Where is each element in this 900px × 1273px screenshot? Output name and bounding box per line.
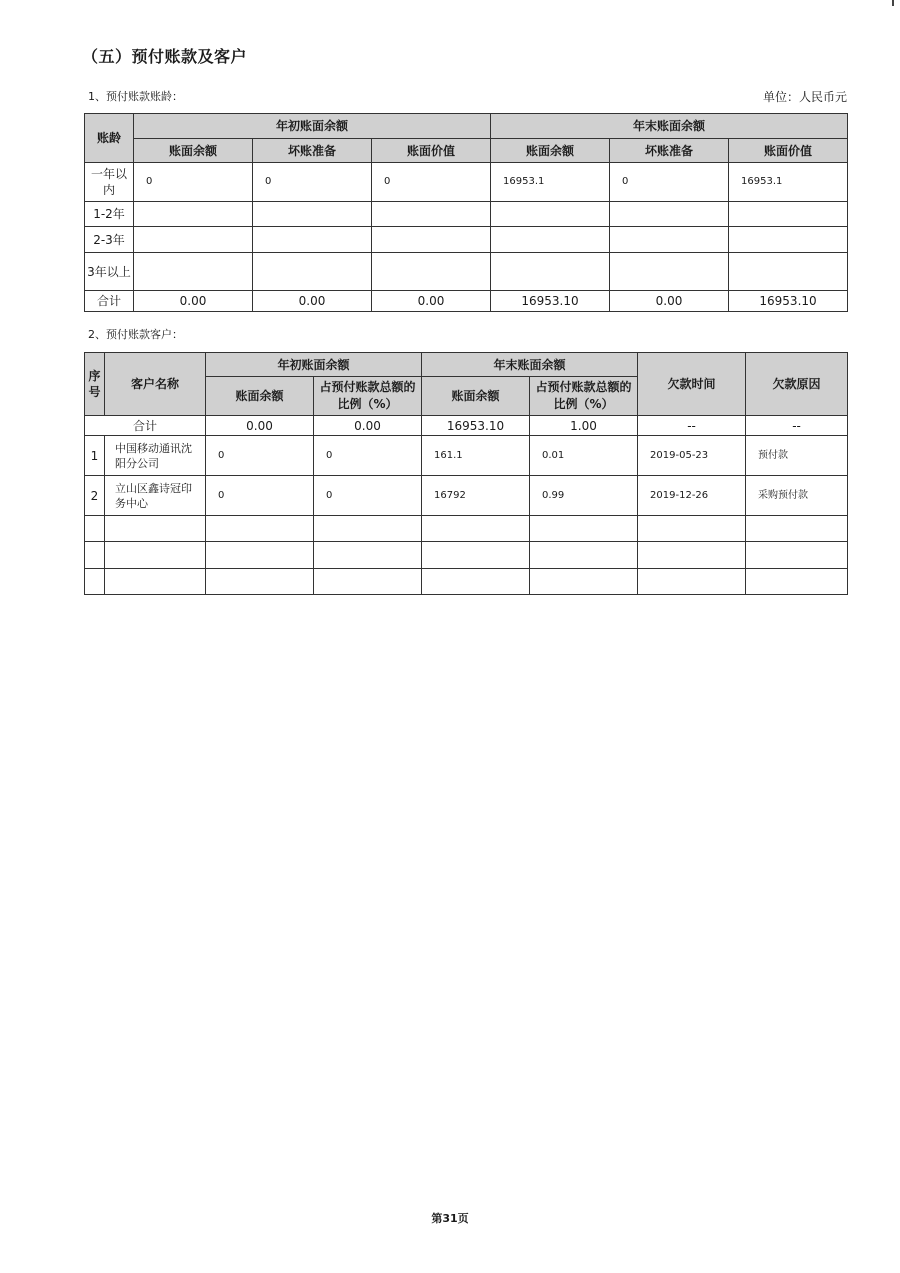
cell (746, 516, 848, 542)
header-beginning-balance: 年初账面余额 (206, 353, 422, 377)
cell (638, 516, 746, 542)
total-cell: 16953.10 (422, 416, 530, 436)
cell (729, 227, 848, 253)
cell: 0 (314, 476, 422, 516)
seq-cell (85, 569, 105, 595)
cell: 16953.1 (729, 163, 848, 202)
cell (206, 542, 314, 569)
table-row (85, 569, 848, 595)
cell (729, 253, 848, 291)
subheader-book-balance: 账面余额 (134, 139, 253, 163)
header-customer-name: 客户名称 (105, 353, 206, 416)
cell (746, 542, 848, 569)
seq-cell: 1 (85, 436, 105, 476)
customer-name (105, 516, 206, 542)
total-cell: 0.00 (206, 416, 314, 436)
total-cell: 0.00 (134, 291, 253, 312)
total-row (85, 416, 848, 436)
currency-unit: 单位：人民币元 (762, 90, 847, 104)
customer-name (105, 542, 206, 569)
table-row (85, 227, 848, 253)
cell: 采购预付款 (746, 476, 848, 516)
cell (746, 569, 848, 595)
aging-label: 一年以内 (85, 163, 134, 202)
customer-table-caption: 2、预付账款客户： (88, 328, 183, 341)
cell: 0 (372, 163, 491, 202)
subheader-book-balance: 账面余额 (422, 377, 530, 416)
cell: 0 (253, 163, 372, 202)
aging-label: 2-3年 (85, 227, 134, 253)
cell: 0 (206, 436, 314, 476)
cell: 0.99 (530, 476, 638, 516)
cell (134, 227, 253, 253)
seq-cell: 2 (85, 476, 105, 516)
header-beginning-balance: 年初账面余额 (134, 114, 491, 139)
cell: 16792 (422, 476, 530, 516)
cell: 预付款 (746, 436, 848, 476)
cell: 16953.1 (491, 163, 610, 202)
cell (638, 569, 746, 595)
subheader-bad-debt: 坏账准备 (610, 139, 729, 163)
total-cell: 0.00 (314, 416, 422, 436)
cell (729, 202, 848, 227)
table-row (85, 542, 848, 569)
total-cell: 0.00 (372, 291, 491, 312)
table-row (85, 202, 848, 227)
cell (530, 542, 638, 569)
section-title: （五）预付账款及客户 (82, 47, 248, 66)
cell (491, 253, 610, 291)
cell: 0 (134, 163, 253, 202)
total-cell: 0.00 (253, 291, 372, 312)
cell (206, 569, 314, 595)
cell (422, 516, 530, 542)
aging-label: 1-2年 (85, 202, 134, 227)
cell (422, 569, 530, 595)
cell (610, 253, 729, 291)
header-ending-balance: 年末账面余额 (422, 353, 638, 377)
subheader-book-balance: 账面余额 (206, 377, 314, 416)
cell (253, 202, 372, 227)
cell (372, 227, 491, 253)
total-cell: 16953.10 (729, 291, 848, 312)
cell (491, 202, 610, 227)
cell: 161.1 (422, 436, 530, 476)
subheader-bad-debt: 坏账准备 (253, 139, 372, 163)
cell (491, 227, 610, 253)
customer-table (84, 352, 848, 595)
cell (610, 202, 729, 227)
cell (314, 542, 422, 569)
cell (530, 569, 638, 595)
total-cell: 16953.10 (491, 291, 610, 312)
cell (372, 202, 491, 227)
cell (314, 516, 422, 542)
table-row (85, 476, 848, 516)
header-arrears-reason: 欠款原因 (746, 353, 848, 416)
cell: 0 (314, 436, 422, 476)
subheader-book-balance: 账面余额 (491, 139, 610, 163)
subheader-ratio: 占预付账款总额的比例（%） (314, 377, 422, 416)
table-row (85, 253, 848, 291)
total-cell: 0.00 (610, 291, 729, 312)
table-row (85, 163, 848, 202)
header-ending-balance: 年末账面余额 (491, 114, 848, 139)
seq-cell (85, 542, 105, 569)
aging-label: 3年以上 (85, 253, 134, 291)
cell: 2019-12-26 (638, 476, 746, 516)
cell (134, 202, 253, 227)
page-number: 第31页 (431, 1212, 469, 1225)
cell (422, 542, 530, 569)
cell: 0.01 (530, 436, 638, 476)
total-row (85, 291, 848, 312)
table-row (85, 436, 848, 476)
cell (206, 516, 314, 542)
customer-name: 立山区鑫诗冠印务中心 (105, 476, 206, 516)
scan-edge-mark (892, 0, 894, 6)
subheader-book-value: 账面价值 (372, 139, 491, 163)
cell: 2019-05-23 (638, 436, 746, 476)
cell (253, 253, 372, 291)
subheader-ratio: 占预付账款总额的比例（%） (530, 377, 638, 416)
cell (610, 227, 729, 253)
table-row (85, 516, 848, 542)
aging-table-caption: 1、预付账款账龄： (88, 90, 183, 103)
cell (314, 569, 422, 595)
customer-name (105, 569, 206, 595)
subheader-book-value: 账面价值 (729, 139, 848, 163)
header-seq (85, 353, 105, 416)
total-label: 合计 (85, 291, 134, 312)
total-cell: 1.00 (530, 416, 638, 436)
cell: 0 (206, 476, 314, 516)
cell: 0 (610, 163, 729, 202)
total-cell: -- (638, 416, 746, 436)
total-label: 合计 (85, 416, 206, 436)
cell (134, 253, 253, 291)
cell (372, 253, 491, 291)
header-seq-label: 序号 (88, 369, 101, 399)
customer-name: 中国移动通讯沈阳分公司 (105, 436, 206, 476)
cell (638, 542, 746, 569)
header-aging: 账龄 (85, 114, 134, 163)
cell (253, 227, 372, 253)
seq-cell (85, 516, 105, 542)
total-cell: -- (746, 416, 848, 436)
header-arrears-date: 欠款时间 (638, 353, 746, 416)
aging-table (84, 113, 848, 312)
cell (530, 516, 638, 542)
